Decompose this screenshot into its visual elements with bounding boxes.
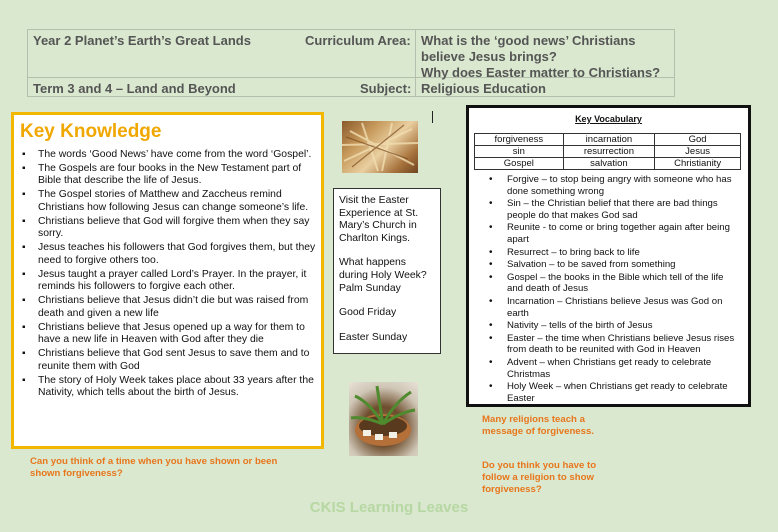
visit-intro: Visit the Easter Experience at St. Mary’s Church in Charlton Kings. — [339, 195, 419, 244]
question-good-news: What is the ‘good news’ Christians believe Jesus brings? — [421, 33, 636, 64]
palm-crosses-image — [342, 121, 418, 173]
vocab-word: Gospel — [475, 158, 564, 170]
list-item: ▪ Christians believe that God will forgive them when they say sorry. — [38, 216, 316, 241]
palm-sunday: Palm Sunday — [339, 282, 401, 294]
key-knowledge-title: Key Knowledge — [20, 121, 162, 142]
header-table — [27, 29, 675, 97]
list-item: • Reunite - to come or bring together again after being apart — [507, 222, 742, 245]
vocab-word: incarnation — [563, 134, 654, 146]
list-item: • Incarnation – Christians believe Jesus was God on earth — [507, 296, 742, 319]
list-item: ▪ Christians believe that Jesus didn’t die but was raised from death and given a new life — [38, 295, 316, 320]
list-item: ▪ Jesus taught a prayer called Lord’s Prayer. In the prayer, it reminds his followers to forgive each other. — [38, 269, 316, 294]
list-item: ▪ The Gospel stories of Matthew and Zaccheus remind Christians how following Jesus can change someone’s life. — [38, 189, 316, 214]
vocab-word: God — [655, 134, 741, 146]
list-item: ▪ Christians believe that Jesus opened up a way for them to have a new life in Heaven with God after they die — [38, 322, 316, 347]
vocab-word: salvation — [563, 158, 654, 170]
vocabulary-definitions — [469, 174, 748, 405]
list-item: • Advent – when Christians get ready to celebrate Christmas — [507, 357, 742, 380]
many-religions-prompt: Many religions teach a message of forgiveness. — [482, 414, 594, 438]
footer-brand: CKIS Learning Leaves — [309, 499, 469, 516]
easter-garden-image — [349, 382, 418, 456]
list-item: ▪ Jesus teaches his followers that God forgives them, but they need to forgive others too. — [38, 242, 316, 267]
list-item: ▪ The Gospels are four books in the New Testament part of Bible that describe the life of Jesus. — [38, 163, 316, 188]
list-item: ▪ The story of Holy Week takes place about 33 years after the Nativity, which tells about the birth of Jesus. — [38, 375, 316, 400]
key-vocabulary-title: Key Vocabulary — [575, 114, 642, 124]
text-cursor — [432, 111, 433, 123]
forgiveness-prompt: Can you think of a time when you have shown or been shown forgiveness? — [30, 456, 278, 480]
vocab-word: Jesus — [655, 146, 741, 158]
vocab-word: sin — [475, 146, 564, 158]
list-item: • Gospel – the books in the Bible which tell of the life and death of Jesus — [507, 272, 742, 295]
subject-label: Subject: — [360, 81, 412, 96]
holy-week-question: What happens during Holy Week? — [339, 257, 427, 281]
list-item: • Forgive – to stop being angry with someone who has done something wrong — [507, 174, 742, 197]
vocab-word: forgiveness — [475, 134, 564, 146]
key-knowledge-box — [11, 112, 324, 449]
easter-sunday: Easter Sunday — [339, 331, 408, 343]
question-easter: Why does Easter matter to Christians? — [421, 65, 661, 80]
key-vocabulary-box — [466, 105, 751, 407]
list-item: • Easter – the time when Christians believe Jesus rises from death to be reunited with God in Heaven — [507, 333, 742, 356]
vocab-word: resurrection — [563, 146, 654, 158]
year-topic: Year 2 Planet’s Earth’s Great Lands — [33, 33, 251, 48]
list-item: ▪ The words ‘Good News’ have come from the word ‘Gospel’. — [38, 149, 316, 162]
visit-easter-box — [333, 188, 441, 354]
list-item: • Resurrect – to bring back to life — [507, 247, 742, 259]
subject-value: Religious Education — [421, 81, 546, 96]
list-item: • Sin – the Christian belief that there are bad things people do that makes God sad — [507, 198, 742, 221]
vocabulary-grid — [474, 133, 741, 170]
good-friday: Good Friday — [339, 307, 397, 319]
vocab-word: Christianity — [655, 158, 741, 170]
list-item: ▪ Christians believe that God sent Jesus to save them and to reunite them with God — [38, 348, 316, 373]
list-item: • Holy Week – when Christians get ready to celebrate Easter — [507, 381, 742, 404]
list-item: • Nativity – tells of the birth of Jesus — [507, 320, 742, 332]
curriculum-area-label: Curriculum Area: — [305, 33, 411, 48]
key-knowledge-list — [14, 149, 322, 401]
follow-religion-prompt: Do you think you have to follow a religion to show forgiveness? — [482, 460, 597, 496]
term-label: Term 3 and 4 – Land and Beyond — [33, 81, 236, 96]
list-item: • Salvation – to be saved from something — [507, 259, 742, 271]
